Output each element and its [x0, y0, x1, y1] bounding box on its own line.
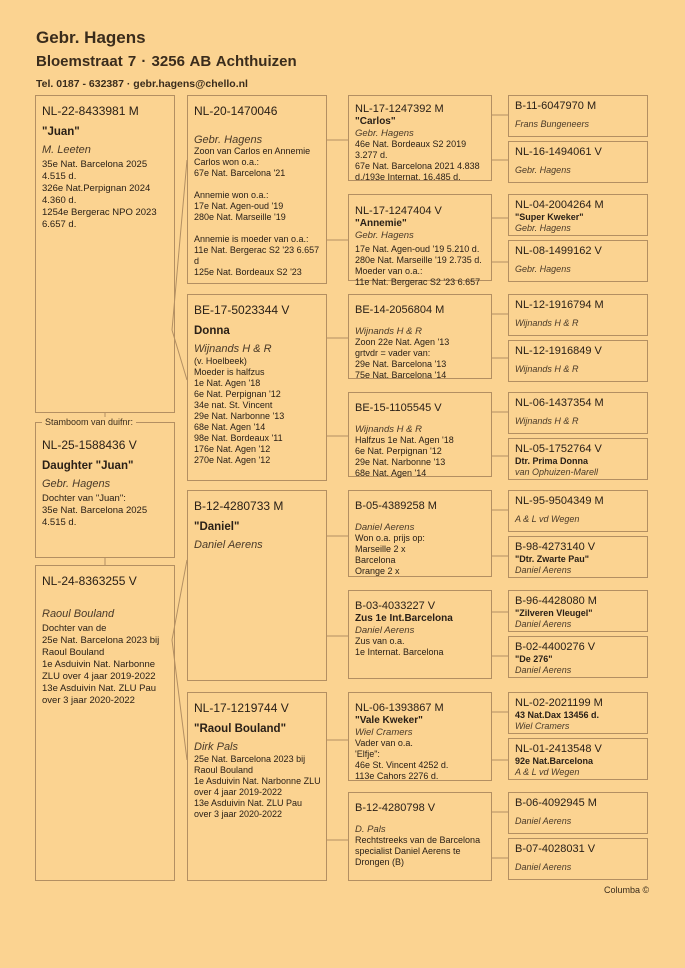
pigeon-name: "Vale Kweker": [355, 715, 423, 726]
ring-number: NL-08-1499162 V: [515, 245, 602, 257]
ring-number: NL-01-2413548 V: [515, 743, 602, 755]
owner-name: Wijnands H & R: [515, 318, 579, 328]
pigeon-info: 17e Nat. Agen-oud '19 5.210 d. 280e Nat. Marseille '19 2.735 d. Moeder van o.a.: 11e Nat. Bergerac S2 '23 6.657: [355, 244, 482, 287]
owner-name: Daniel Aerens: [515, 565, 572, 575]
ring-number: NL-22-8433981 M: [42, 104, 139, 118]
gen4-card[interactable]: [508, 240, 648, 282]
owner-name: M. Leeten: [42, 144, 91, 156]
ring-number: NL-17-1247404 V: [355, 205, 442, 217]
pigeon-name: "Carlos": [355, 116, 396, 127]
pigeon-info: Vader van o.a. 'Elfje": 46e St. Vincent 4252 d. 113e Cahors 2276 d.: [355, 738, 449, 781]
pigeon-name: "De 276": [515, 654, 553, 664]
pigeon-info: Zus van o.a. 1e Internat. Barcelona: [355, 636, 444, 657]
ring-number: NL-17-1247392 M: [355, 103, 444, 115]
owner-name: Gebr. Hagens: [515, 223, 571, 233]
ring-number: NL-04-2004264 M: [515, 199, 604, 211]
ring-number: B-06-4092945 M: [515, 797, 597, 809]
ring-number: NL-05-1752764 V: [515, 443, 602, 455]
pigeon-info: 35e Nat. Barcelona 2025 4.515 d. 326e Nat.Perpignan 2024 4.360 d. 1254e Bergerac NPO 2023 6.657 d.: [42, 159, 157, 230]
ring-number: NL-16-1494061 V: [515, 146, 602, 158]
owner-name: Daniel Aerens: [355, 625, 415, 636]
owner-name: Wijnands H & R: [515, 364, 579, 374]
pigeon-info: Rechtstreeks van de Barcelona specialist Daniel Aerens te Drongen (B): [355, 835, 481, 867]
pigeon-info: Dochter van "Juan": 35e Nat. Barcelona 2025 4.515 d.: [42, 493, 148, 528]
owner-name: A & L vd Wegen: [515, 514, 580, 524]
pigeon-name: Dtr. Prima Donna: [515, 456, 589, 466]
pigeon-info: Zoon van Carlos en Annemie Carlos won o.a.: 67e Nat. Barcelona '21 Annemie won o.a.: 17e Nat. Agen-oud '19 280e Nat. Marseille '19 Annemie is moeder van o.a.: 11e Nat. Bergerac S2 '23 6.657 d 125e Nat. Bordeaux S2 '23: [194, 146, 320, 277]
gen4-card[interactable]: [508, 590, 648, 632]
pigeon-name: 43 Nat.Dax 13456 d.: [515, 710, 600, 720]
ring-number: B-12-4280798 V: [355, 802, 436, 814]
ring-number: B-96-4428080 M: [515, 595, 597, 607]
owner-name: Gebr. Hagens: [355, 230, 414, 241]
ring-number: NL-17-1219744 V: [194, 701, 289, 715]
owner-name: Gebr. Hagens: [355, 128, 414, 139]
gen4-card[interactable]: [508, 838, 648, 880]
gen4-card[interactable]: [508, 95, 648, 137]
gen4-card[interactable]: [508, 141, 648, 183]
ring-number: NL-12-1916849 V: [515, 345, 602, 357]
breeder-contact: Tel. 0187 - 632387 · gebr.hagens@chello.nl: [36, 78, 248, 90]
software-credit: Columba ©: [604, 885, 650, 895]
pigeon-name: Daughter "Juan": [42, 460, 134, 472]
pigeon-name: 92e Nat.Barcelona: [515, 756, 594, 766]
subject-card[interactable]: [35, 422, 175, 558]
ring-number: BE-14-2056804 M: [355, 304, 445, 316]
ring-number: NL-25-1588436 V: [42, 438, 137, 452]
pigeon-name: "Annemie": [355, 218, 407, 229]
breeder-address: Bloemstraat 7 · 3256 AB Achthuizen: [36, 53, 297, 70]
gen4-card[interactable]: [508, 636, 648, 678]
gen4-card[interactable]: [508, 792, 648, 834]
gen3-card[interactable]: [348, 194, 492, 287]
ring-number: B-03-4033227 V: [355, 600, 436, 612]
owner-name: van Ophuizen-Marell: [515, 467, 599, 477]
owner-name: Wijnands H & R: [355, 326, 422, 337]
owner-name: Gebr. Hagens: [515, 165, 571, 175]
owner-name: Daniel Aerens: [515, 816, 572, 826]
ring-number: BE-17-5023344 V: [194, 303, 290, 317]
dam-card[interactable]: [35, 565, 175, 881]
gen4-card[interactable]: [508, 392, 648, 434]
ring-number: NL-95-9504349 M: [515, 495, 604, 507]
gen4-card[interactable]: [508, 692, 648, 734]
pigeon-info: (v. Hoelbeek) Moeder is halfzus 1e Nat. Agen '18 6e Nat. Perpignan '12 34e nat. St. Vincent 29e Nat. Narbonne '13 68e Nat. Agen '14 98e Nat. Bordeaux '11 176e Nat. Agen '12 270e Nat. Agen '12: [194, 356, 285, 465]
ring-number: B-12-4280733 M: [194, 499, 284, 513]
gen3-card[interactable]: [348, 392, 492, 477]
owner-name: Wijnands H & R: [194, 343, 272, 355]
ring-number: NL-06-1393867 M: [355, 702, 444, 714]
gen3-card[interactable]: [348, 692, 492, 781]
subject-legend: Stamboom van duifnr:: [42, 417, 136, 427]
ring-number: NL-24-8363255 V: [42, 574, 137, 588]
ring-number: B-11-6047970 M: [515, 100, 597, 112]
owner-name: Gebr. Hagens: [515, 264, 571, 274]
gen3-card[interactable]: [348, 294, 492, 379]
gen4-card[interactable]: [508, 194, 648, 236]
ring-number: B-05-4389258 M: [355, 500, 437, 512]
pigeon-name: "Zilveren Vleugel": [515, 608, 593, 618]
ring-number: BE-15-1105545 V: [355, 402, 442, 414]
gen4-card[interactable]: [508, 294, 648, 336]
owner-name: Wijnands H & R: [355, 424, 422, 435]
owner-name: Daniel Aerens: [515, 862, 572, 872]
owner-name: Frans Bungeneers: [515, 119, 590, 129]
owner-name: Daniel Aerens: [355, 522, 415, 533]
pigeon-info: 46e Nat. Bordeaux S2 2019 3.277 d. 67e Nat. Barcelona 2021 4.838 d./193e Internat. 16.485 d.: [355, 139, 480, 182]
owner-name: Daniel Aerens: [515, 665, 572, 675]
pigeon-info: 25e Nat. Barcelona 2023 bij Raoul Bouland 1e Asduivin Nat. Narbonne ZLU over 4 jaar 2019-2022 13e Asduivin Nat. ZLU Pau over 3 jaar 2020-2022: [194, 754, 321, 819]
pigeon-name: Zus 1e Int.Barcelona: [355, 613, 453, 624]
gen3-card[interactable]: [348, 95, 492, 181]
pigeon-info: Halfzus 1e Nat. Agen '18 6e Nat. Perpignan '12 29e Nat. Narbonne '13 68e Nat. Agen '14: [355, 435, 454, 478]
pigeon-info: Dochter van de 25e Nat. Barcelona 2023 bij Raoul Bouland 1e Asduivin Nat. Narbonne ZLU over 4 jaar 2019-2022 13e Asduivin Nat. ZLU Pau over 3 jaar 2020-2022: [42, 623, 160, 706]
owner-name: Daniel Aerens: [515, 619, 572, 629]
pigeon-name: "Juan": [42, 126, 80, 138]
gen4-card[interactable]: [508, 536, 648, 578]
pigeon-name: "Super Kweker": [515, 212, 584, 222]
pigeon-info: Won o.a. prijs op: Marseille 2 x Barcelona Orange 2 x: [355, 533, 425, 576]
gen3-card[interactable]: [348, 792, 492, 881]
owner-name: A & L vd Wegen: [515, 767, 580, 777]
gen2-card[interactable]: [187, 692, 327, 881]
owner-name: Wiel Cramers: [355, 727, 413, 738]
gen4-card[interactable]: [508, 340, 648, 382]
ring-number: B-02-4400276 V: [515, 641, 596, 653]
gen2-card[interactable]: [187, 490, 327, 681]
owner-name: Raoul Bouland: [42, 608, 115, 620]
ring-number: NL-06-1437354 M: [515, 397, 604, 409]
gen4-card[interactable]: [508, 438, 648, 480]
pigeon-name: "Daniel": [194, 521, 240, 533]
gen3-card[interactable]: [348, 490, 492, 577]
owner-name: Daniel Aerens: [194, 539, 263, 551]
owner-name: Wijnands H & R: [515, 416, 579, 426]
ring-number: NL-02-2021199 M: [515, 697, 603, 709]
ring-number: B-98-4273140 V: [515, 541, 596, 553]
gen4-card[interactable]: [508, 738, 648, 780]
sire-card[interactable]: [35, 95, 175, 413]
pigeon-name: Donna: [194, 325, 230, 337]
owner-name: Dirk Pals: [194, 741, 239, 753]
ring-number: NL-12-1916794 M: [515, 299, 604, 311]
gen2-card[interactable]: [187, 294, 327, 481]
ring-number: NL-20-1470046: [194, 104, 278, 118]
gen3-card[interactable]: [348, 590, 492, 679]
breeder-name: Gebr. Hagens: [36, 28, 146, 47]
pigeon-name: "Raoul Bouland": [194, 723, 287, 735]
ring-number: B-07-4028031 V: [515, 843, 596, 855]
owner-name: Gebr. Hagens: [194, 134, 263, 146]
owner-name: Wiel Cramers: [515, 721, 570, 731]
gen2-card[interactable]: [187, 95, 327, 284]
pigeon-info: Zoon 22e Nat. Agen '13 grtvdr = vader van: 29e Nat. Barcelona '13 75e Nat. Barcelona '14: [355, 337, 450, 380]
pigeon-name: "Dtr. Zwarte Pau": [515, 554, 590, 564]
owner-name: D. Pals: [355, 824, 386, 835]
gen4-card[interactable]: [508, 490, 648, 532]
owner-name: Gebr. Hagens: [42, 478, 111, 490]
